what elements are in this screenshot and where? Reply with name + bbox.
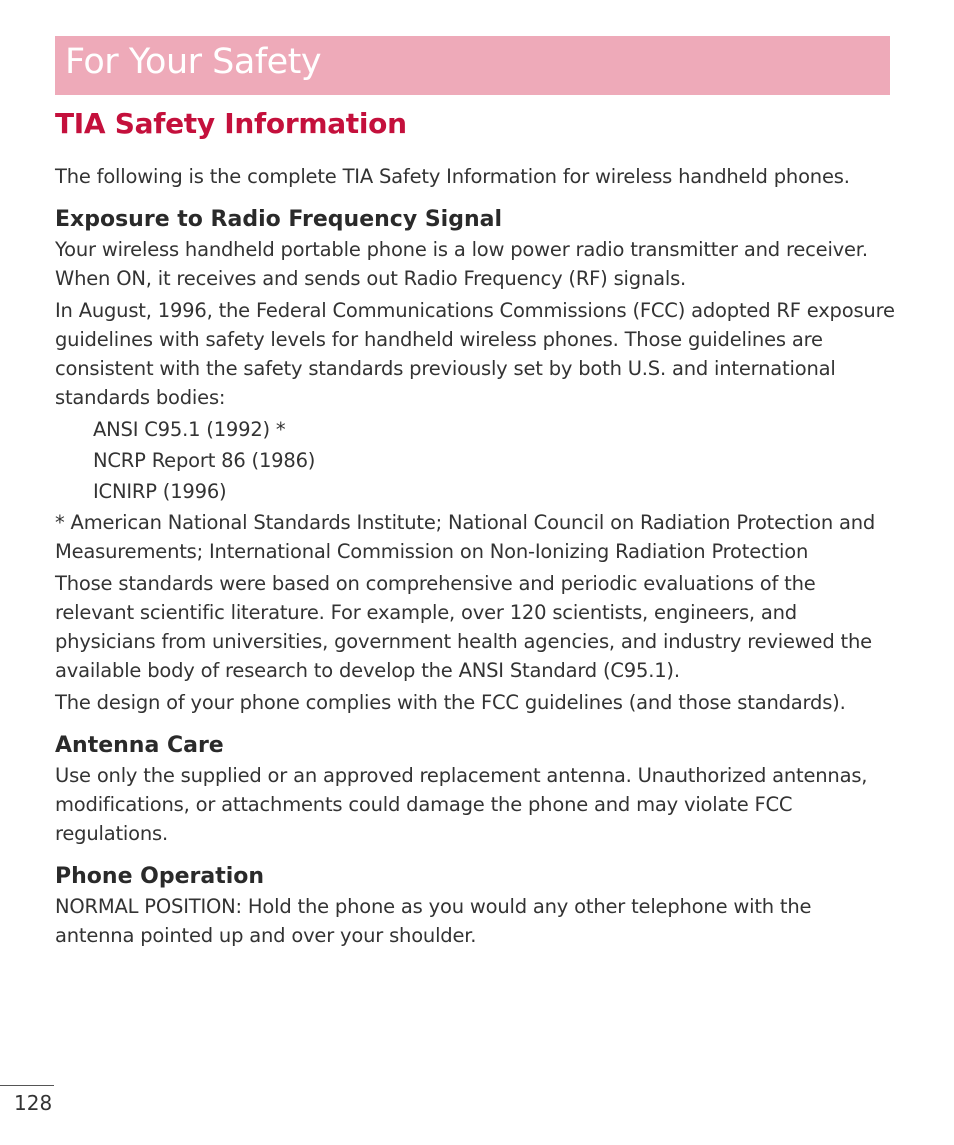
section-banner xyxy=(55,36,890,95)
rf-paragraph-1: Your wireless handheld portable phone is a low power radio transmitter and receiver. When ON, it receives and sends out Radio Frequency (RF) signals. xyxy=(55,238,868,290)
antenna-heading: Antenna Care xyxy=(55,733,224,758)
standard-item: NCRP Report 86 (1986) xyxy=(93,449,316,472)
footer-divider xyxy=(0,1085,54,1086)
standard-item: ANSI C95.1 (1992) * xyxy=(93,418,286,441)
operation-paragraph: NORMAL POSITION: Hold the phone as you would any other telephone with the antenna pointed up and over your shoulder. xyxy=(55,895,812,947)
page-content xyxy=(55,104,895,953)
banner-title: For Your Safety xyxy=(65,42,322,82)
rf-paragraph-4: The design of your phone complies with the FCC guidelines (and those standards). xyxy=(55,691,846,714)
rf-paragraph-3: Those standards were based on comprehensive and periodic evaluations of the relevant scientific literature. For example, over 120 scientists, engineers, and physicians from universities, government health agencies, and industry reviewed the available body of research to develop the ANSI Standard (C95.1). xyxy=(55,572,872,682)
rf-paragraph-2: In August, 1996, the Federal Communications Commissions (FCC) adopted RF exposure guidelines with safety levels for handheld wireless phones. Those guidelines are consistent with the safety standards previously set by both U.S. and international standards bodies: xyxy=(55,299,895,409)
rf-footnote: * American National Standards Institute; National Council on Radiation Protection and Measurements; International Commission on Non-Ionizing Radiation Protection xyxy=(55,511,876,563)
page-title: TIA Safety Information xyxy=(55,107,407,140)
intro-paragraph: The following is the complete TIA Safety Information for wireless handheld phones. xyxy=(55,165,850,188)
standard-item: ICNIRP (1996) xyxy=(93,480,227,503)
operation-heading: Phone Operation xyxy=(55,864,265,889)
page-number: 128 xyxy=(14,1091,53,1115)
rf-heading: Exposure to Radio Frequency Signal xyxy=(55,207,503,232)
antenna-paragraph: Use only the supplied or an approved replacement antenna. Unauthorized antennas, modifications, or attachments could damage the phone and may violate FCC regulations. xyxy=(55,764,868,845)
